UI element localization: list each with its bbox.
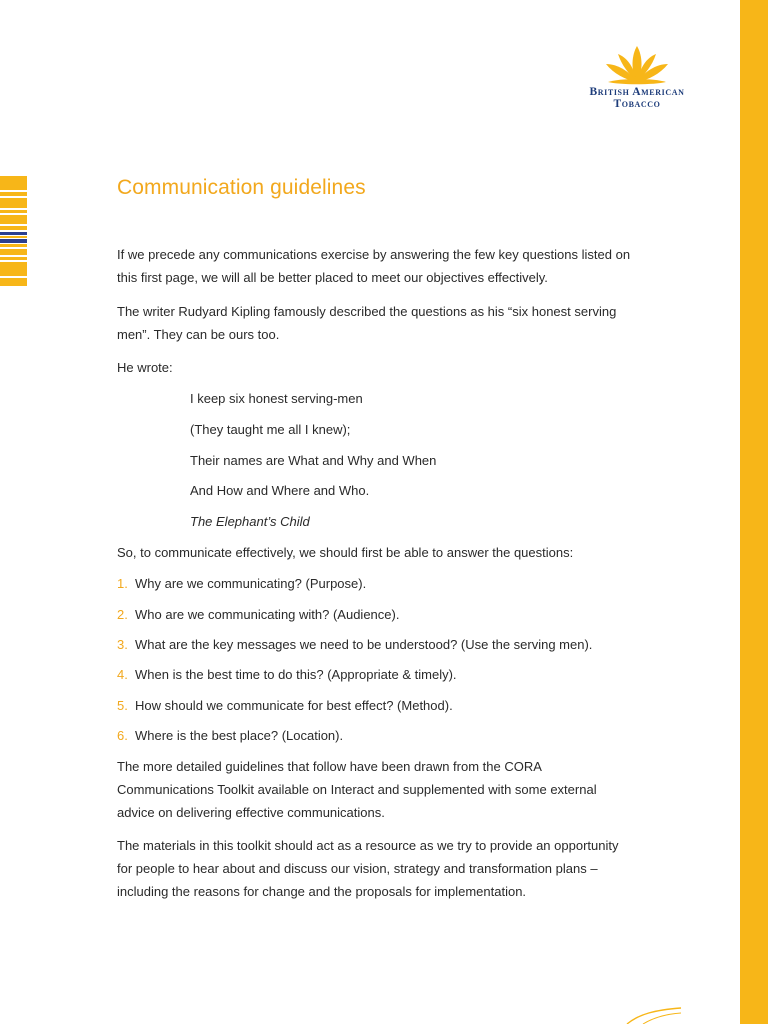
list-item-text: Where is the best place? (Location). xyxy=(135,728,344,744)
list-item xyxy=(117,663,637,686)
right-accent-band xyxy=(740,0,768,1024)
poem-line: I keep six honest serving-men xyxy=(190,391,363,406)
poem-quote xyxy=(190,387,637,533)
list-item-text: Why are we communicating? (Purpose). xyxy=(135,576,367,592)
leaf-flower-icon xyxy=(602,44,672,86)
poem-line: Their names are What and Why and When xyxy=(190,452,437,468)
questions-list xyxy=(117,572,637,747)
logo-line-1: British American xyxy=(589,86,685,98)
closing-paragraph-1: The more detailed guidelines that follow have been drawn from the CORA Communications Toolkit available on Interact and supplemented with some external advice on delivering effective communications. xyxy=(117,759,597,821)
list-item-text: How should we communicate for best effect? (Method). xyxy=(135,697,453,713)
list-item-text: What are the key messages we need to be understood? (Use the serving men). xyxy=(135,636,593,652)
list-number: 6. xyxy=(117,728,128,744)
closing-paragraph-2: The materials in this toolkit should act as a resource as we try to provide an opportunity for people to hear about and discuss our vision, strategy and transformation plans – including the reasons for change and the proposals for implementation. xyxy=(117,838,619,900)
poem-line: And How and Where and Who. xyxy=(190,483,370,499)
list-number: 2. xyxy=(117,606,128,622)
questions-intro: So, to communicate effectively, we should first be able to answer the questions: xyxy=(117,545,574,561)
bat-logo xyxy=(578,44,696,116)
list-item-text: When is the best time to do this? (Appropriate & timely). xyxy=(135,667,457,683)
he-wrote-label: He wrote: xyxy=(117,360,173,375)
decorative-stripes xyxy=(0,176,27,286)
poem-source: The Elephant’s Child xyxy=(190,514,310,530)
poem-line: (They taught me all I knew); xyxy=(190,421,351,437)
list-number: 1. xyxy=(117,576,128,592)
list-number: 3. xyxy=(117,636,128,652)
list-item xyxy=(117,694,637,717)
list-number: 4. xyxy=(117,667,128,683)
swoosh-decoration xyxy=(625,1006,685,1024)
list-item xyxy=(117,633,637,656)
list-item xyxy=(117,572,637,595)
page-title: Communication guidelines xyxy=(117,176,366,199)
list-number: 5. xyxy=(117,697,128,713)
intro-paragraph: If we precede any communications exercise by answering the few key questions listed on this first page, we will all be better placed to meet our objectives effectively. xyxy=(117,247,631,285)
document-body xyxy=(117,243,637,913)
list-item xyxy=(117,603,637,626)
list-item xyxy=(117,724,637,747)
logo-line-2: Tobacco xyxy=(613,98,661,110)
list-item-text: Who are we communicating with? (Audience). xyxy=(135,606,400,622)
kipling-paragraph: The writer Rudyard Kipling famously described the questions as his “six honest serving men”. They can be ours too. xyxy=(117,304,617,342)
